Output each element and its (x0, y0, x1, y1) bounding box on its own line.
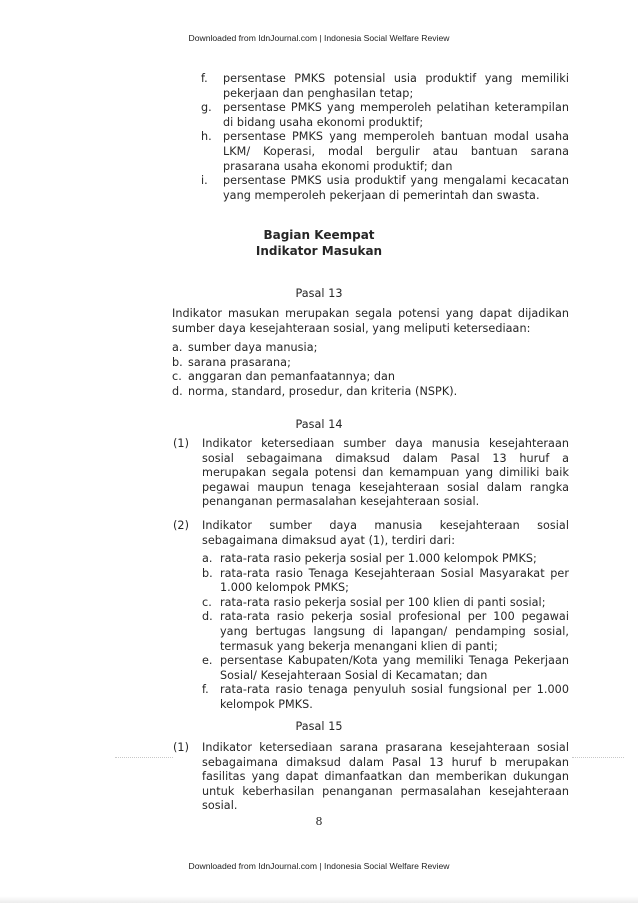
list-item (172, 385, 569, 400)
pasal-14-ayat-2 (173, 519, 569, 548)
list-item (201, 174, 569, 203)
list-item (202, 683, 569, 712)
list-marker: e. (202, 654, 213, 668)
list-item (202, 552, 569, 567)
top-continuation-list (201, 72, 569, 203)
list-item (201, 130, 569, 174)
list-item-text: rata-rata rasio pekerja sosial profesional per 100 pegawai yang bertugas langsung di lapangan/ pendamping sosial, termasuk yang bekerja menangani klien di panti; (220, 610, 569, 653)
list-item-text: rata-rata rasio Tenaga Kesejahteraan Sosial Masyarakat per 1.000 kelompok PMKS; (220, 566, 569, 595)
list-marker: f. (202, 683, 209, 697)
list-item (202, 596, 569, 611)
scan-edge-shadow (0, 896, 638, 903)
pasal-13-intro: Indikator masukan merupakan segala potensi yang dapat dijadikan sumber daya kesejahteraan sosial, yang meliputi ketersediaan: (172, 307, 569, 335)
list-marker: f. (201, 72, 208, 85)
ayat-marker: (2) (173, 519, 189, 532)
list-marker: i. (201, 174, 208, 188)
list-item-text: anggaran dan pemanfaatannya; dan (188, 370, 396, 384)
list-item-text: persentase PMKS usia produktif yang mengalami kecacatan yang memperoleh pekerjaan di pemerintah dan swasta. (223, 174, 569, 202)
pasal-15-ayat-1 (173, 741, 569, 814)
ayat-text: Indikator ketersediaan sarana prasarana kesejahteraan sosial sebagaimana dimaksud dalam Pasal 13 huruf b merupakan fasilitas yang dapat dimanfaatkan dan memberikan dukungan untuk keberhasilan penanganan permasalahan kesejahteraan sosial. (202, 741, 569, 813)
section-heading: Bagian Keempat (263, 228, 375, 242)
pasal-14-ayat-1 (173, 437, 569, 510)
list-item-text: sumber daya manusia; (188, 341, 318, 354)
list-marker: b. (172, 355, 183, 369)
list-item (172, 356, 569, 371)
pasal-13-list (172, 341, 569, 399)
ayat-marker: (1) (173, 741, 189, 754)
pasal-13-title: Pasal 13 (295, 287, 343, 300)
section-subheading: Indikator Masukan (255, 244, 383, 258)
list-item (172, 341, 569, 356)
list-marker: d. (202, 610, 213, 624)
list-marker: h. (201, 130, 212, 144)
list-item (202, 654, 569, 683)
list-item-text: persentase PMKS yang memperoleh bantuan modal usaha LKM/ Koperasi, modal bergulir atau bantuan sarana prasarana usaha ekonomi produktif; dan (223, 130, 569, 173)
list-marker: g. (201, 101, 212, 115)
list-item-text: rata-rata rasio pekerja sosial per 100 klien di panti sosial; (220, 595, 546, 609)
list-item-text: persentase PMKS potensial usia produktif yang memiliki pekerjaan dan penghasilan tetap; (223, 72, 569, 100)
list-marker: d. (172, 384, 183, 398)
list-item-text: rata-rata rasio tenaga penyuluh sosial fungsional per 1.000 kelompok PMKS. (220, 683, 569, 711)
list-item-text: persentase Kabupaten/Kota yang memiliki Tenaga Pekerjaan Sosial/ Kesejahteraan Sosial di Kecamatan; dan (220, 654, 569, 682)
list-item (202, 610, 569, 654)
pasal-14-sublist (202, 552, 569, 713)
pasal-15-title: Pasal 15 (295, 720, 343, 733)
list-marker: c. (172, 370, 182, 384)
download-header-banner: Downloaded from IdnJournal.com | Indonesia Social Welfare Review (188, 33, 450, 43)
list-marker: a. (202, 552, 213, 565)
scan-dotted-mark (115, 757, 173, 759)
list-item (201, 72, 569, 101)
list-item (202, 567, 569, 596)
ayat-marker: (1) (173, 437, 189, 450)
list-item-text: persentase PMKS yang memperoleh pelatihan keterampilan di bidang usaha ekonomi produktif; (223, 101, 569, 129)
list-marker: a. (172, 341, 183, 354)
pasal-14-title: Pasal 14 (295, 418, 343, 431)
list-marker: c. (202, 595, 212, 609)
list-marker: b. (202, 566, 213, 580)
scan-dotted-mark (572, 757, 624, 759)
list-item-text: sarana prasarana; (188, 355, 291, 369)
ayat-text: Indikator ketersediaan sumber daya manusia kesejahteraan sosial sebagaimana dimaksud dalam Pasal 13 huruf a merupakan segala potensi dan kemampuan yang dimiliki baik pegawai maupun tenaga kesejahteraan sosial dalam rangka penanganan permasalahan kesejahteraan sosial. (202, 437, 569, 509)
ayat-text: Indikator sumber daya manusia kesejahteraan sosial sebagaimana dimaksud ayat (1), terdiri dari: (202, 519, 569, 547)
page-number: 8 (315, 815, 323, 828)
list-item-text: norma, standard, prosedur, dan kriteria (NSPK). (188, 384, 458, 398)
list-item-text: rata-rata rasio pekerja sosial per 1.000 kelompok PMKS; (220, 552, 537, 565)
download-footer-banner: Downloaded from IdnJournal.com | Indonesia Social Welfare Review (188, 861, 450, 871)
list-item (172, 370, 569, 385)
list-item (201, 101, 569, 130)
